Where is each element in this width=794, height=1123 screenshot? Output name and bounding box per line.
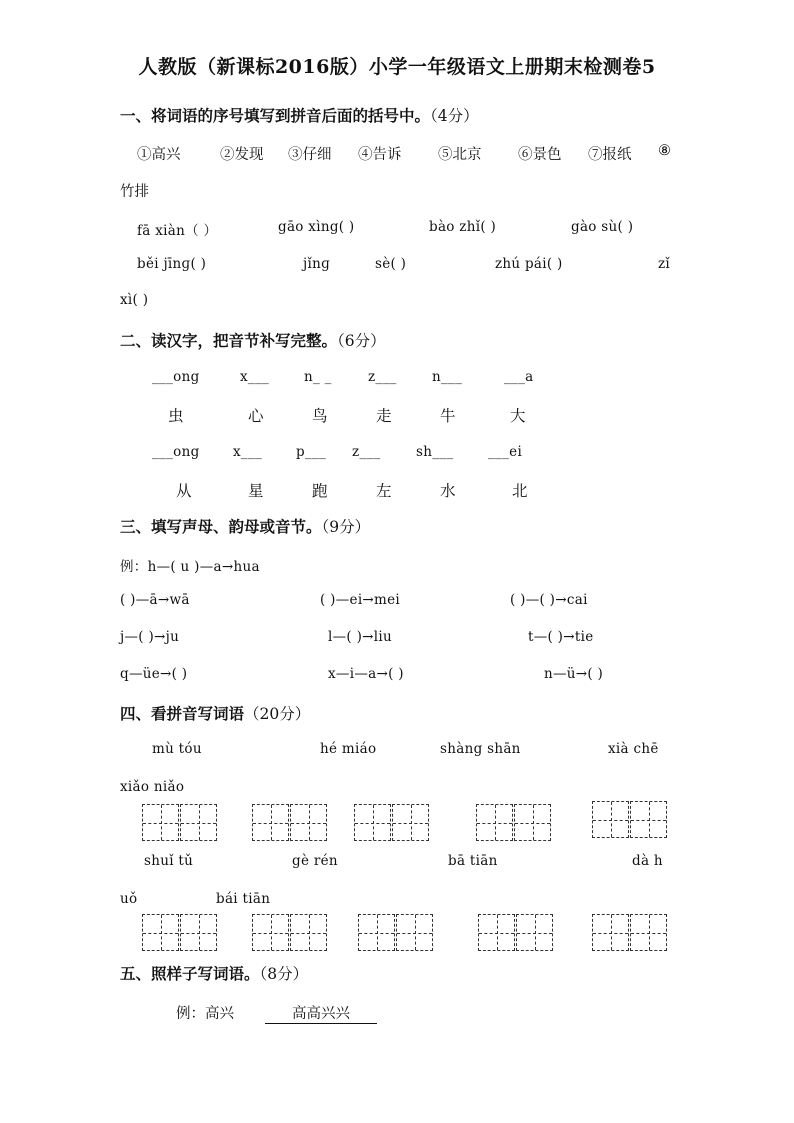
section-1-points: （4分） (430, 107, 479, 125)
syllable-blank: ___ong (152, 369, 200, 385)
tianzige-box[interactable] (516, 914, 553, 951)
section-1-heading (120, 104, 479, 126)
hanzi-character: 牛 (440, 407, 456, 425)
hanzi-character: 星 (248, 482, 264, 500)
tianzige-box[interactable] (514, 804, 551, 841)
section-3-title: 三、填写声母、韵母或音节。 (120, 517, 322, 536)
option-7: ⑦报纸 (588, 147, 632, 163)
section-4-title: 四、看拼音写词语 (120, 704, 245, 723)
syllable-blank: ___ong (152, 444, 200, 460)
tianzige-box[interactable] (392, 804, 429, 841)
hanzi-character: 虫 (168, 407, 184, 425)
section-4-heading (120, 702, 310, 724)
fill-blank: x—i—a→( ) (328, 666, 404, 682)
hanzi-character: 左 (376, 482, 392, 500)
tianzige-box[interactable] (252, 804, 289, 841)
hanzi-character: 走 (376, 407, 392, 425)
section-3-points: （9分） (321, 518, 371, 536)
tianzige-box[interactable] (180, 804, 217, 841)
tianzige-box[interactable] (630, 914, 667, 951)
syllable-blank: p___ (296, 444, 327, 460)
section-4-points: （20分） (244, 705, 311, 723)
section-2-points: （6分） (337, 332, 386, 350)
pinyin-prompt: xiǎo niǎo (120, 779, 185, 795)
section-5-title: 五、照样子写词语。 (120, 964, 260, 983)
pinyin-prompt: dà h (632, 853, 663, 869)
fill-blank: n—ü→( ) (544, 666, 604, 682)
syllable-blank: n_ _ (304, 369, 332, 385)
pinyin-blank: bào zhǐ( ) (429, 219, 497, 235)
pinyin-prompt: hé miáo (320, 741, 377, 757)
pinyin-blank: zhú pái( ) (495, 256, 563, 272)
section-5-heading (120, 962, 308, 984)
pinyin-blank: jǐnɡ (303, 256, 331, 272)
hanzi-character: 水 (440, 482, 456, 500)
pinyin-prompt: bā tiān (448, 853, 498, 869)
pinyin-blank: sè( ) (375, 256, 407, 272)
pinyin-prompt: bái tiān (216, 891, 271, 907)
page-title: 人教版（新课标2016版）小学一年级语文上册期末检测卷5 (138, 56, 656, 78)
pinyin-prompt: mù tóu (152, 741, 202, 757)
tianzige-box[interactable] (630, 801, 667, 838)
hanzi-character: 大 (510, 407, 526, 425)
option-6: ⑥景色 (518, 147, 562, 163)
fill-blank: j—( )→ju (120, 629, 180, 645)
pinyin-blank: gào sù( ) (571, 219, 634, 235)
example-answer: 高高兴兴 (265, 1002, 377, 1024)
pinyin-blank: běi jīnɡ( ) (137, 256, 207, 272)
hanzi-character: 心 (248, 407, 264, 425)
tianzige-box[interactable] (290, 914, 327, 951)
syllable-blank: ___ei (488, 444, 523, 460)
pinyin-prompt: gè rén (292, 853, 338, 869)
pinyin-blank: xì( ) (120, 292, 149, 308)
pinyin-blank: zǐ (658, 256, 671, 272)
fill-blank: t—( )→tie (528, 629, 594, 645)
syllable-blank: z___ (368, 369, 397, 385)
tianzige-box[interactable] (592, 914, 629, 951)
syllable-blank: z___ (352, 444, 381, 460)
option-8: ⑧ (658, 143, 671, 159)
example-label: 例：高兴 (176, 1006, 234, 1022)
fill-blank: ( )—ā→wā (120, 592, 190, 608)
fill-blank: ( )—( )→cai (510, 592, 588, 608)
option-4: ④告诉 (358, 147, 402, 163)
fill-blank: q—üe→( ) (120, 666, 188, 682)
pinyin-blank: gāo xìng( ) (278, 219, 355, 235)
tianzige-box[interactable] (396, 914, 433, 951)
tianzige-box[interactable] (290, 804, 327, 841)
section-5-points: （8分） (259, 965, 309, 983)
pinyin-blank: fā xiàn（ ） (137, 223, 218, 239)
syllable-blank: sh___ (416, 444, 454, 460)
syllable-blank: ___a (504, 369, 534, 385)
tianzige-box[interactable] (478, 914, 515, 951)
option-2: ②发现 (220, 147, 264, 163)
hanzi-character: 鸟 (312, 407, 328, 425)
tianzige-box[interactable] (252, 914, 289, 951)
tianzige-box[interactable] (142, 804, 179, 841)
fill-blank: l—( )→liu (328, 629, 392, 645)
option-8-wrap: 竹排 (120, 184, 149, 200)
section-3-heading (120, 515, 370, 537)
option-3: ③仔细 (288, 147, 332, 163)
tianzige-box[interactable] (592, 801, 629, 838)
fill-blank: ( )—ei→mei (320, 592, 401, 608)
section-1-title: 一、将词语的序号填写到拼音后面的括号中。 (120, 106, 431, 125)
hanzi-character: 从 (176, 482, 192, 500)
tianzige-box[interactable] (180, 914, 217, 951)
hanzi-character: 跑 (312, 482, 328, 500)
hanzi-character: 北 (512, 482, 528, 500)
option-1: ①高兴 (137, 147, 181, 163)
section-2-title: 二、读汉字，把音节补写完整。 (120, 331, 338, 350)
example-line: 例：h—( u )—a→hua (120, 559, 260, 575)
tianzige-box[interactable] (358, 914, 395, 951)
tianzige-box[interactable] (142, 914, 179, 951)
pinyin-prompt: shàng shān (440, 741, 521, 757)
tianzige-box[interactable] (476, 804, 513, 841)
pinyin-prompt: xià chē (608, 741, 659, 757)
option-5: ⑤北京 (438, 147, 482, 163)
pinyin-prompt: uǒ (120, 891, 138, 907)
tianzige-box[interactable] (354, 804, 391, 841)
syllable-blank: x___ (240, 369, 270, 385)
syllable-blank: x___ (233, 444, 263, 460)
syllable-blank: n___ (432, 369, 463, 385)
pinyin-prompt: shuǐ tǔ (144, 853, 194, 869)
section-2-heading (120, 329, 386, 351)
